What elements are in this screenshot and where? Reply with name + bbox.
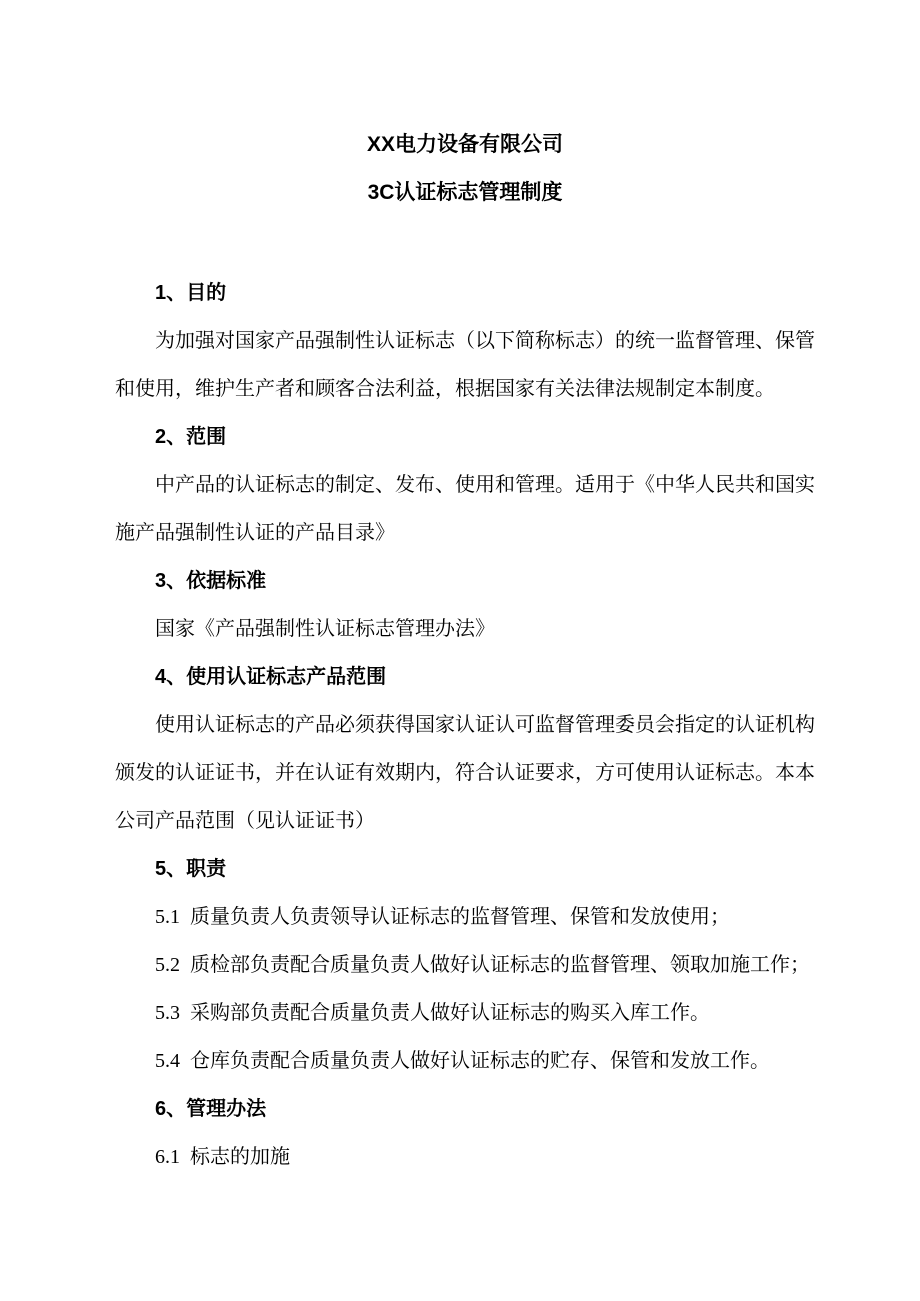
section-standard [115, 557, 815, 653]
section-heading-standard: 3、依据标准 [155, 570, 267, 592]
paragraph-product-range: 使用认证标志的产品必须获得国家认证认可监督管理委员会指定的认证机构颁发的认证证书，并在认证有效期内，符合认证要求，方可使用认证标志。本本公司产品范围（见认证证书） [115, 714, 815, 832]
section-heading-responsibilities: 5、职责 [155, 858, 227, 880]
section-heading-management-method: 6、管理办法 [155, 1098, 267, 1120]
section-responsibilities [115, 845, 815, 1085]
paragraph-standard: 国家《产品强制性认证标志管理办法》 [155, 618, 495, 640]
paragraph-purpose: 为加强对国家产品强制性认证标志（以下简称标志）的统一监督管理、保管和使用，维护生产者和顾客合法利益，根据国家有关法律法规制定本制度。 [115, 330, 815, 400]
section-scope [115, 413, 815, 557]
responsibility-item-5-4: 5.4 仓库负责配合质量负责人做好认证标志的贮存、保管和发放工作。 [155, 1050, 770, 1072]
document-subtitle: 3C认证标志管理制度 [367, 181, 563, 204]
responsibility-item-5-1: 5.1 质量负责人负责领导认证标志的监督管理、保管和发放使用； [155, 906, 730, 928]
section-heading-scope: 2、范围 [155, 426, 227, 448]
section-heading-purpose: 1、目的 [155, 282, 227, 304]
section-product-range [115, 653, 815, 845]
management-item-6-1: 6.1 标志的加施 [155, 1146, 290, 1168]
section-purpose [115, 269, 815, 413]
responsibility-item-5-3: 5.3 采购部负责配合质量负责人做好认证标志的购买入库工作。 [155, 1002, 710, 1024]
responsibility-item-5-2: 5.2 质检部负责配合质量负责人做好认证标志的监督管理、领取加施工作； [155, 954, 810, 976]
paragraph-scope: 中产品的认证标志的制定、发布、使用和管理。适用于《中华人民共和国实施产品强制性认证的产品目录》 [115, 474, 815, 544]
section-heading-product-range: 4、使用认证标志产品范围 [155, 666, 387, 688]
document-title: XX电力设备有限公司 [366, 133, 563, 156]
section-management-method [115, 1085, 815, 1181]
document-body [115, 269, 815, 1181]
